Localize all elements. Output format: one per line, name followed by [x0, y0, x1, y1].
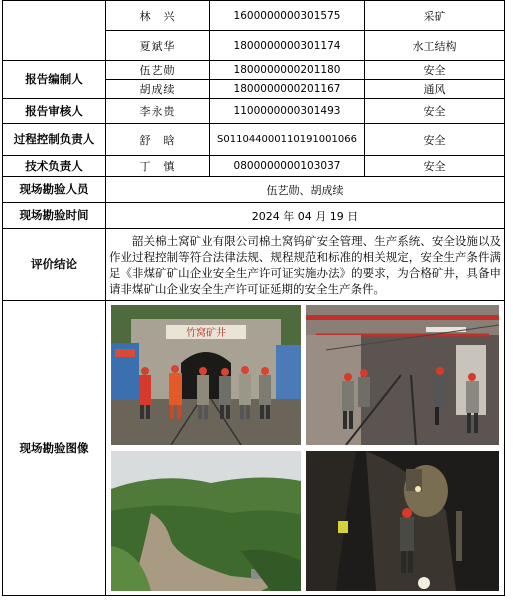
tech-lead-role: 安全: [365, 156, 505, 177]
compiler-id: 1800000000201180: [210, 61, 365, 80]
mine-entrance-image: [111, 305, 301, 445]
blank-label-cell: [3, 1, 106, 61]
reviewer-row: [3, 99, 505, 124]
tech-lead-label: 技术负责人: [3, 156, 106, 177]
process-controller-role: 安全: [365, 124, 505, 156]
photo-hillside: [111, 451, 301, 591]
staff-name: 夏斌华: [106, 31, 210, 61]
process-controller-row: [3, 124, 505, 156]
staff-role: 采矿: [365, 1, 505, 31]
site-survey-staff-label: 现场勘验人员: [3, 177, 106, 203]
tech-lead-row: [3, 156, 505, 177]
staff-row: [3, 1, 505, 31]
evaluation-text: 韶关棉土窝矿业有限公司棉土窝钨矿安全管理、生产系统、安全设施以及作业过程控制等符合法律法规、规程规范和标准的相关规定，安全生产条件满足《非煤矿矿山企业安全生产许可证实施办法》的要求，为合格矿井，具备申请非煤矿山企业安全生产许可证延期的安全生产条件。: [106, 229, 505, 301]
site-images-label: 现场勘验图像: [3, 301, 106, 596]
reviewer-role: 安全: [365, 99, 505, 124]
staff-name: 林 兴: [106, 1, 210, 31]
photo-grid: [106, 301, 504, 595]
survey-table: [2, 0, 505, 596]
site-images-cell: [106, 301, 505, 596]
evaluation-label: 评价结论: [3, 229, 106, 301]
compiler-row: [3, 61, 505, 80]
reviewer-id: 1100000000301493: [210, 99, 365, 124]
compiler-role: 安全: [365, 61, 505, 80]
report-reviewer-label: 报告审核人: [3, 99, 106, 124]
site-survey-time-value: 2024 年 04 月 19 日: [106, 203, 505, 229]
portal-sign-text: 竹窝矿井: [186, 328, 226, 339]
staff-id: 1600000000301575: [210, 1, 365, 31]
reviewer-name: 李永贵: [106, 99, 210, 124]
staff-id: 1800000000301174: [210, 31, 365, 61]
tech-lead-name: 丁 慎: [106, 156, 210, 177]
photo-mine-entrance: [111, 305, 301, 445]
site-survey-staff-value: 伍艺勋、胡成续: [106, 177, 505, 203]
compiler-name: 伍艺勋: [106, 61, 210, 80]
site-time-row: [3, 203, 505, 229]
process-controller-label: 过程控制负责人: [3, 124, 106, 156]
hillside-image: [111, 451, 301, 591]
staff-role: 水工结构: [365, 31, 505, 61]
compiler-id: 1800000000201167: [210, 80, 365, 99]
process-controller-id: S011044000110191001066: [210, 124, 365, 156]
rail-tunnel-image: [306, 305, 499, 445]
site-images-row: [3, 301, 505, 596]
site-staff-row: [3, 177, 505, 203]
site-survey-time-label: 现场勘验时间: [3, 203, 106, 229]
process-controller-name: 舒 晗: [106, 124, 210, 156]
tech-lead-id: 0800000000103037: [210, 156, 365, 177]
compiler-name: 胡成续: [106, 80, 210, 99]
dark-tunnel-image: [306, 451, 499, 591]
compiler-role: 通风: [365, 80, 505, 99]
photo-rail-tunnel: [306, 305, 499, 445]
photo-dark-tunnel: [306, 451, 499, 591]
evaluation-row: [3, 229, 505, 301]
report-compiler-label: 报告编制人: [3, 61, 106, 99]
